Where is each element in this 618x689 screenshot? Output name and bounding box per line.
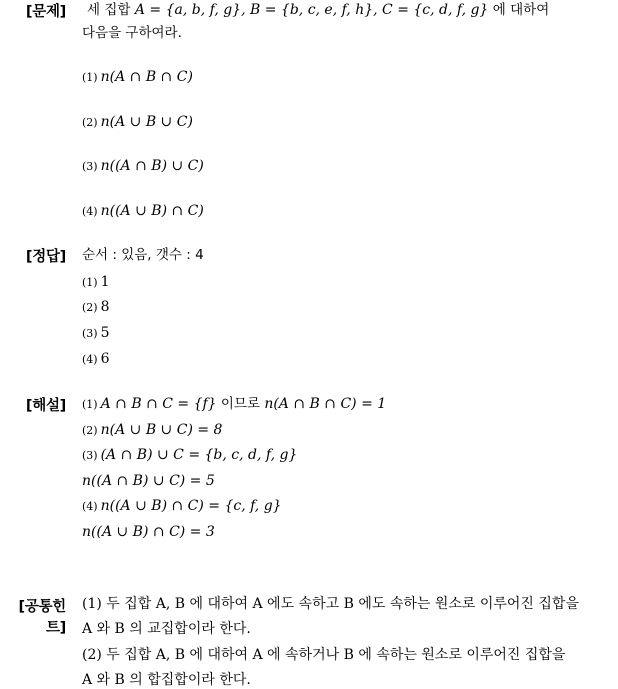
solution-line-number: (4): [82, 500, 98, 513]
solution-line-expression: n((A ∪ B) ∩ C) = {c, f, g}: [100, 498, 282, 514]
problem-item-number: (3): [82, 160, 98, 173]
hint-line: A 와 B 의 합집합이라 한다.: [82, 672, 251, 688]
problem-item: [82, 157, 204, 176]
answer-item-value: 5: [100, 325, 110, 341]
solution-line: [82, 395, 386, 414]
problem-item-expression: n((A ∩ B) ∪ C): [100, 158, 204, 174]
problem-label: [문제]: [25, 4, 66, 20]
answer-item-number: (3): [82, 327, 98, 340]
answer-item-value: 1: [100, 274, 110, 290]
problem-statement-line-1: [87, 1, 549, 19]
solution-line-expression: A ∩ B ∩ C = {f}: [100, 396, 217, 412]
problem-item-number: (2): [82, 116, 98, 129]
answer-label: [정답]: [25, 249, 66, 265]
answer-item-number: (4): [82, 353, 98, 366]
problem-item: [82, 113, 193, 132]
solution-line-text: 이므로: [216, 396, 265, 412]
solution-line-expression-2: n(A ∩ B ∩ C) = 1: [264, 396, 387, 412]
hint-line: (2) 두 집합 A, B 에 대하여 A 에 속하거나 B 에 속하는 원소로 이루어진 집합을: [82, 647, 566, 663]
hint-line: (1) 두 집합 A, B 에 대하여 A 에도 속하고 B 에도 속하는 원소로 이루어진 집합을: [82, 596, 579, 612]
answer-item-value: 8: [100, 299, 110, 315]
problem-item: [82, 68, 193, 87]
problem-statement-line-2: 다음을 구하여라.: [82, 25, 182, 41]
solution-line-expression: (A ∩ B) ∪ C = {b, c, d, f, g}: [100, 447, 298, 463]
problem-item-expression: n((A ∪ B) ∩ C): [100, 203, 204, 219]
solution-line: [82, 497, 282, 516]
set-a: A = {a, b, f, g},: [134, 2, 246, 18]
hint-label: [공통힌트]: [18, 599, 66, 636]
set-b: B = {b, c, e, f, h},: [250, 2, 378, 18]
problem-item: [82, 202, 204, 221]
answer-item: [82, 273, 110, 292]
problem-prefix: 세 집합: [87, 2, 131, 18]
problem-item-number: (1): [82, 71, 98, 84]
set-c: C = {c, d, f, g}: [382, 2, 489, 18]
solution-line: [82, 446, 297, 465]
problem-item-expression: n(A ∪ B ∪ C): [100, 114, 193, 130]
answer-item-value: 6: [100, 351, 110, 367]
solution-label: [해설]: [25, 398, 66, 414]
solution-line: [82, 523, 215, 541]
answer-item: [82, 324, 110, 343]
solution-line-expression: n((A ∪ B) ∩ C) = 3: [82, 524, 215, 540]
answer-meta: 순서 : 있음, 갯수 : 4: [82, 247, 204, 263]
solution-line: [82, 421, 222, 440]
problem-item-expression: n(A ∩ B ∩ C): [100, 69, 193, 85]
answer-item-number: (1): [82, 276, 98, 289]
solution-line-number: (2): [82, 424, 98, 437]
problem-suffix: 에 대하여: [492, 2, 550, 18]
hint-line: A 와 B 의 교집합이라 한다.: [82, 621, 251, 637]
problem-item-number: (4): [82, 205, 98, 218]
solution-line-number: (1): [82, 398, 98, 411]
solution-line-number: (3): [82, 449, 98, 462]
solution-line-expression: n((A ∩ B) ∪ C) = 5: [82, 473, 215, 489]
answer-item: [82, 350, 110, 369]
answer-item: [82, 298, 110, 317]
answer-item-number: (2): [82, 301, 98, 314]
solution-line-expression: n(A ∪ B ∪ C) = 8: [100, 422, 223, 438]
solution-line: [82, 472, 215, 490]
